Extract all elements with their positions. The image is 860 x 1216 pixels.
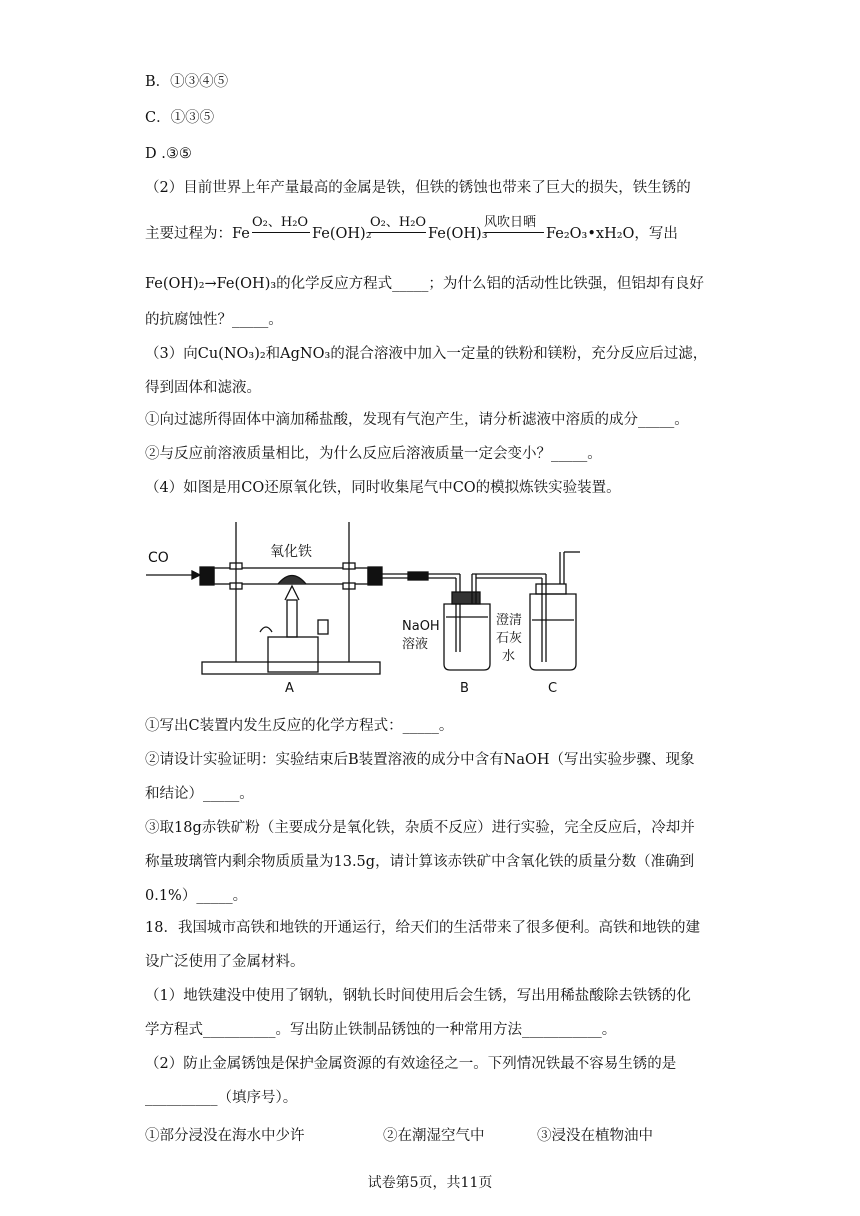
label-b: B xyxy=(460,681,469,696)
q4-s3a: ③取18g赤铁矿粉（主要成分是氧化铁，杂质不反应）进行实验，完全反应后，冷却并 xyxy=(145,820,695,836)
naoh-label: NaOH xyxy=(402,619,440,634)
q2-line3: Fe(OH)₂→Fe(OH)₃的化学反应方程式_____；为什么铝的活动性比铁强，但铝却有良好 xyxy=(145,276,704,292)
option-c: C．①③⑤ xyxy=(145,110,215,126)
label-a: A xyxy=(285,681,294,696)
q18-p1b: 学方程式__________。写出防止铁制品锈蚀的一种常用方法___________。 xyxy=(145,1022,617,1038)
q4-s1: ①写出C装置内发生反应的化学方程式：_____。 xyxy=(145,718,454,734)
apparatus-diagram xyxy=(140,512,600,702)
q3-line4: ②与反应前溶液质量相比，为什么反应后溶液质量一定会变小？_____。 xyxy=(145,446,602,462)
product-label: Fe₂O₃•xH₂O，写出 xyxy=(546,226,678,242)
q18-p1a: （1）地铁建没中使用了钢轨，钢轨长时间使用后会生锈，写出用稀盐酸除去铁锈的化 xyxy=(145,988,691,1004)
iron-oxide-label: 氧化铁 xyxy=(270,544,312,560)
q3-line1: （3）向Cu(NO₃)₂和AgNO₃的混合溶液中加入一定量的铁粉和镁粉，充分反应后过滤， xyxy=(145,346,708,362)
q4-s2b: 和结论）_____。 xyxy=(145,786,254,802)
q3-line3: ①向过滤所得固体中滴加稀盐酸，发现有气泡产生，请分析滤液中溶质的成分_____。 xyxy=(145,412,689,428)
q18-line1: 18．我国城市高铁和地铁的开通运行，给天们的生活带来了很多便利。高铁和地铁的建 xyxy=(145,920,700,936)
arrow3-label: 风吹日晒 xyxy=(484,215,537,230)
limewater-label-3: 水 xyxy=(502,649,516,664)
arrow1 xyxy=(252,232,310,233)
feoh3-label: Fe(OH)₃ xyxy=(428,226,488,242)
q18-option-3: ③浸没在植物油中 xyxy=(537,1128,653,1144)
co-label: CO xyxy=(148,550,169,566)
arrow3 xyxy=(484,232,544,233)
arrow1-label: O₂、H₂O xyxy=(252,215,309,230)
q4-s3b: 称量玻璃管内剩余物质质量为13.5g，请计算该赤铁矿中含氧化铁的质量分数（准确到 xyxy=(145,854,695,870)
q4-s2a: ②请设计实验证明：实验结束后B装置溶液的成分中含有NaOH（写出实验步骤、现象 xyxy=(145,752,695,768)
naoh-solution-label: 溶液 xyxy=(402,637,429,652)
q2-line4: 的抗腐蚀性？_____。 xyxy=(145,312,283,328)
limewater-label-2: 石灰 xyxy=(496,631,523,646)
q18-p2b: __________（填序号）。 xyxy=(145,1090,298,1106)
arrow2-label: O₂、H₂O xyxy=(370,215,427,230)
option-b: B．①③④⑤ xyxy=(145,74,229,90)
feoh2-label: Fe(OH)₂ xyxy=(312,226,372,242)
q18-line2: 设广泛使用了金属材料。 xyxy=(145,954,305,970)
q2-line1: （2）目前世界上年产量最高的金属是铁，但铁的锈蚀也带来了巨大的损失，铁生锈的 xyxy=(145,180,691,196)
option-d: D .③⑤ xyxy=(145,146,192,162)
q4-line1: （4）如图是用CO还原氧化铁，同时收集尾气中CO的模拟炼铁实验装置。 xyxy=(145,480,621,496)
limewater-label-1: 澄清 xyxy=(496,613,523,628)
q18-option-1: ①部分浸没在海水中少许 xyxy=(145,1128,305,1144)
rust-prefix: 主要过程为：Fe xyxy=(145,226,250,242)
q3-line2: 得到固体和滤液。 xyxy=(145,380,261,396)
q4-s3c: 0.1%）_____。 xyxy=(145,888,248,904)
q18-p2a: （2）防止金属锈蚀是保护金属资源的有效途径之一。下列情况铁最不容易生锈的是 xyxy=(145,1056,677,1072)
page-footer: 试卷第5页，共11页 xyxy=(367,1175,493,1191)
q18-option-2: ②在潮湿空气中 xyxy=(383,1128,485,1144)
label-c: C xyxy=(548,681,558,696)
arrow2 xyxy=(368,232,426,233)
